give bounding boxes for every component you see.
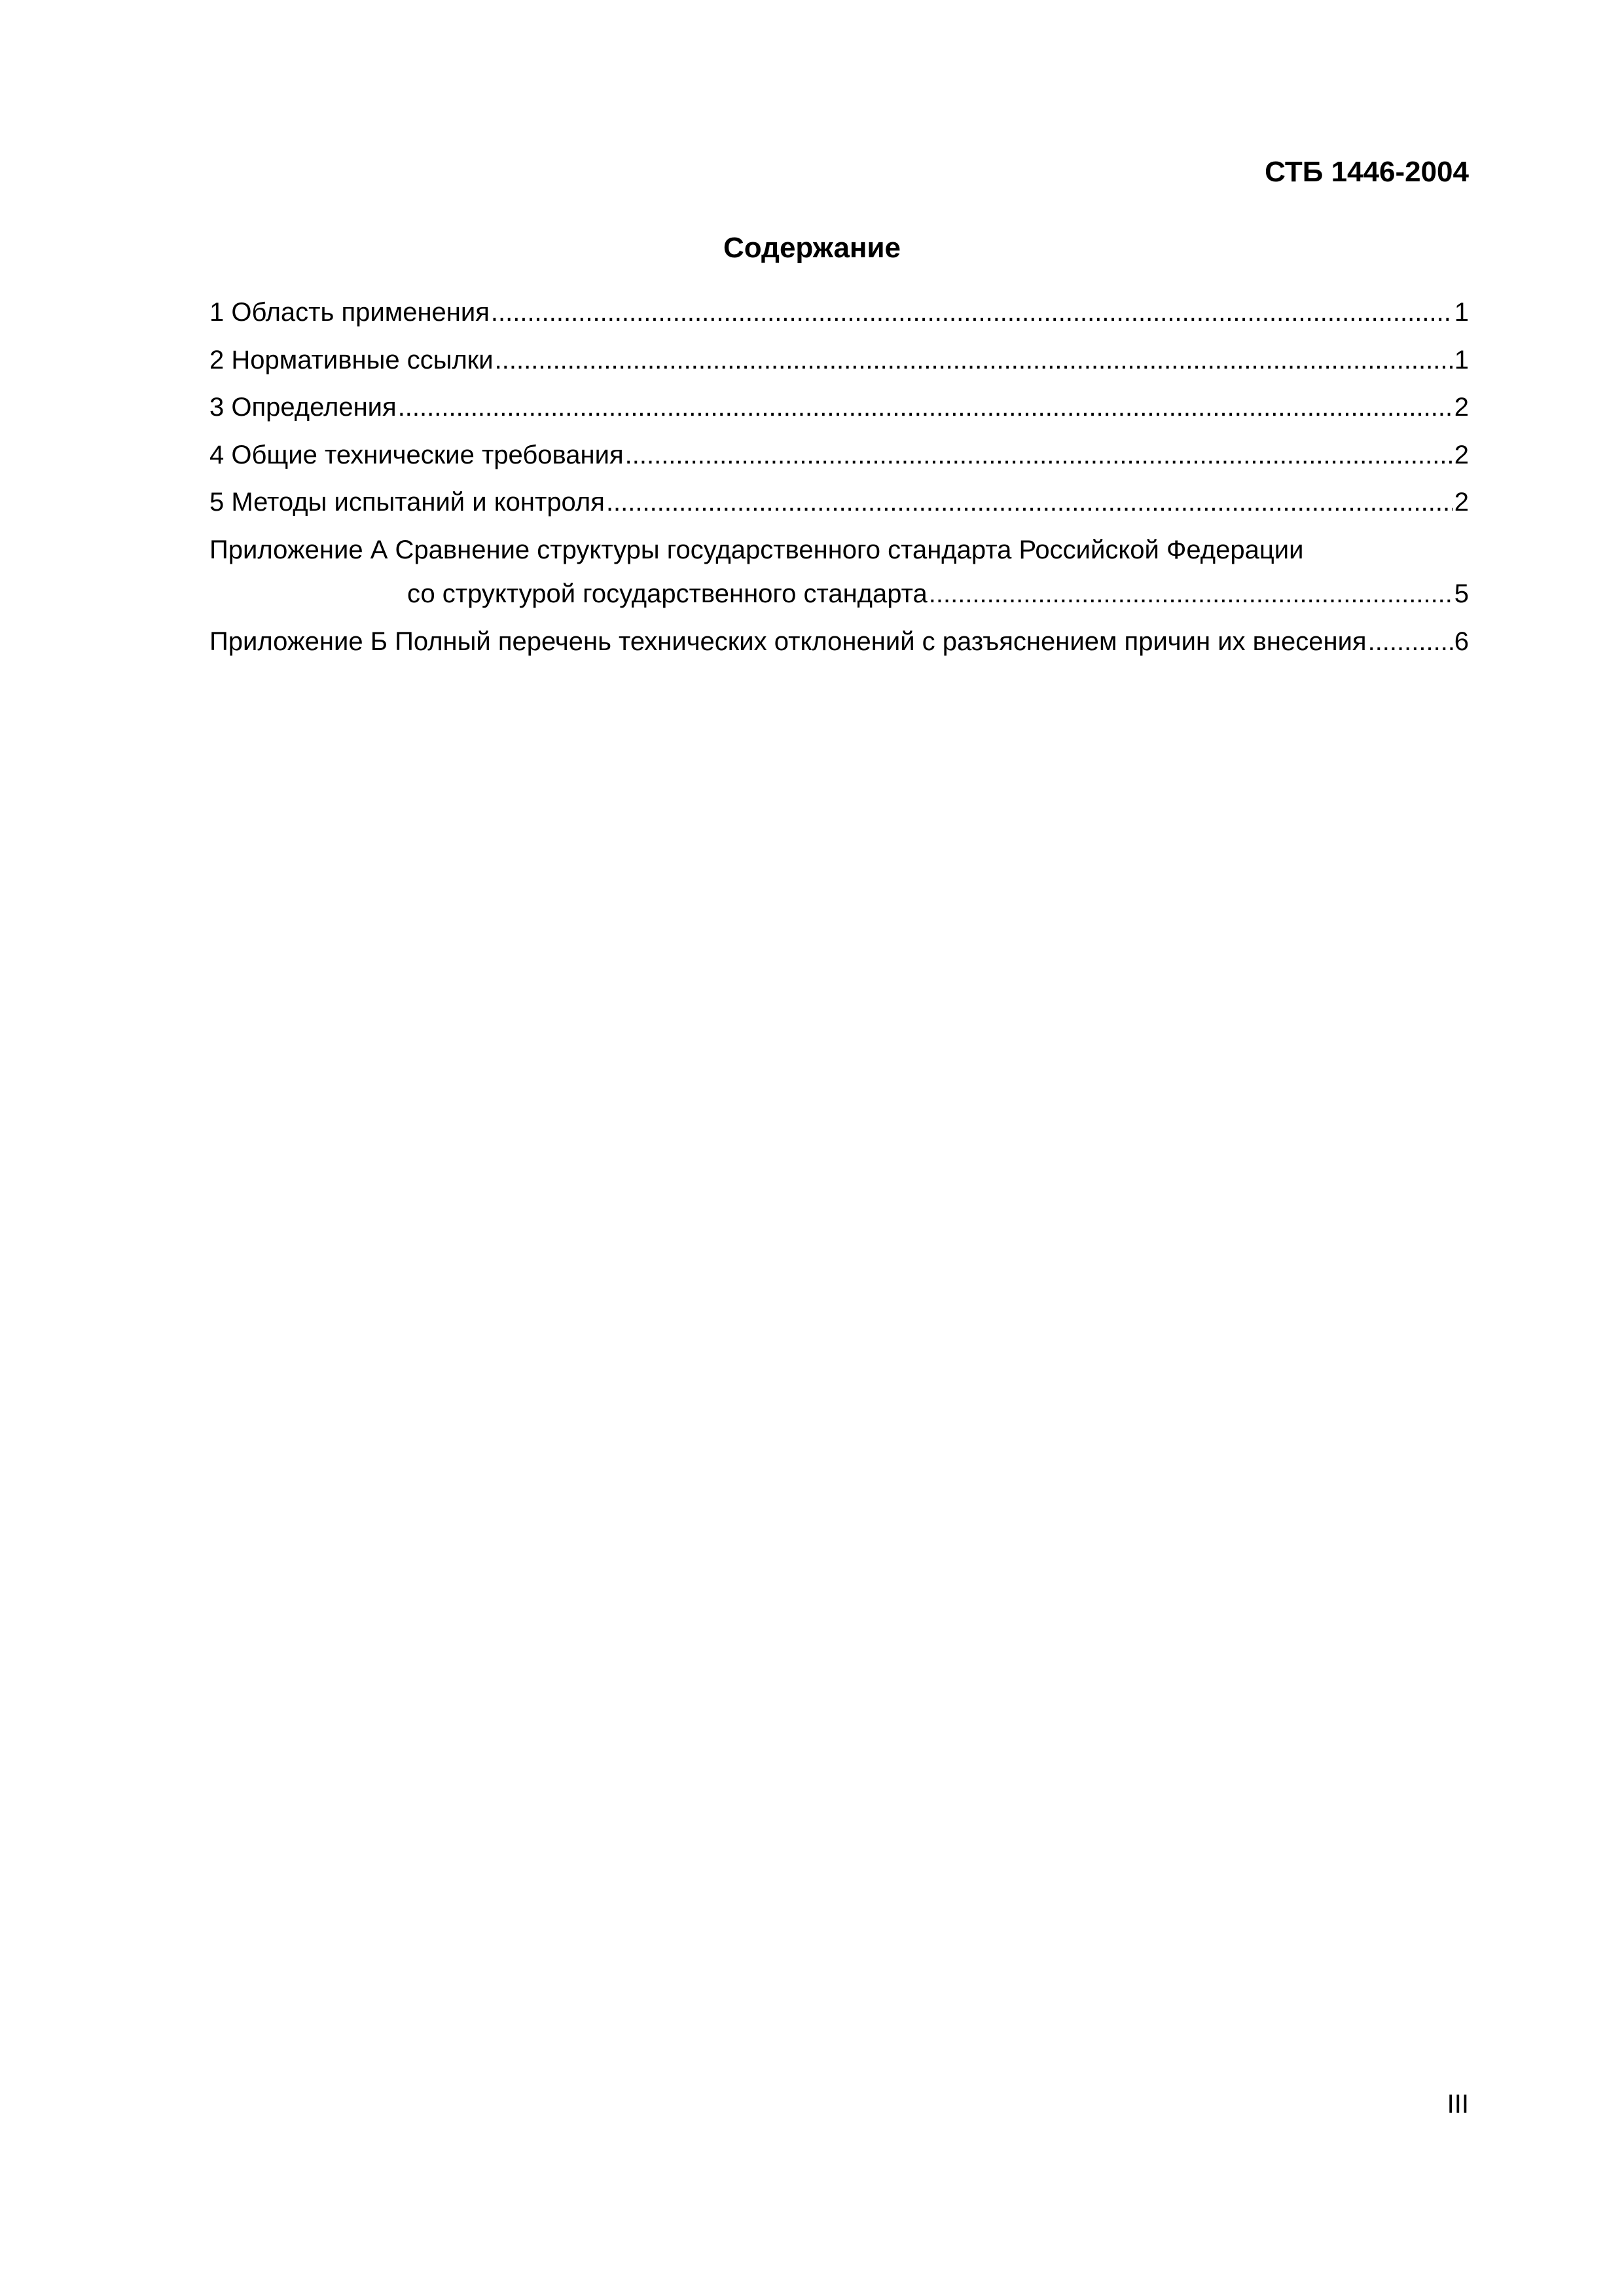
toc-item-continuation	[209, 579, 1469, 609]
toc-item-page: 1	[1454, 298, 1469, 327]
toc-item[interactable]	[209, 298, 1469, 346]
toc-item-label: Приложение А Сравнение структуры государственного стандарта Российской Федерации	[209, 535, 1304, 564]
toc-item-page: 2	[1454, 440, 1469, 469]
toc-item[interactable]	[209, 536, 1469, 627]
toc-item-label: Приложение Б Полный перечень технических отклонений с разъяснением причин их внесения	[209, 627, 1367, 656]
toc-item-page: 6	[1454, 627, 1469, 656]
toc-title: Содержание	[723, 232, 901, 264]
toc-item-label: 3 Определения	[209, 393, 397, 422]
toc-item[interactable]	[209, 393, 1469, 441]
toc-item-label: 5 Методы испытаний и контроля	[209, 488, 605, 517]
toc-item[interactable]	[209, 488, 1469, 536]
toc-leader-dots	[398, 393, 1453, 422]
toc-item-page: 2	[1454, 393, 1469, 422]
toc-item-label: 4 Общие технические требования	[209, 440, 624, 469]
toc-item[interactable]	[209, 441, 1469, 488]
toc-leader-dots	[1368, 627, 1453, 657]
toc-leader-dots	[625, 441, 1453, 470]
toc-item[interactable]	[209, 627, 1469, 675]
toc-item-page: 1	[1454, 345, 1469, 374]
toc-leader-dots	[495, 346, 1453, 375]
document-code: СТБ 1446-2004	[1265, 156, 1469, 188]
toc-item-label-continued: со структурой государственного стандарта	[407, 579, 928, 608]
toc-item-page: 5	[1454, 579, 1469, 608]
page-number: III	[1447, 2090, 1469, 2119]
toc-leader-dots	[491, 298, 1453, 327]
toc-item-page: 2	[1454, 488, 1469, 517]
table-of-contents	[209, 298, 1469, 674]
toc-item-label: 2 Нормативные ссылки	[209, 345, 494, 374]
toc-item[interactable]	[209, 346, 1469, 393]
toc-leader-dots	[929, 579, 1453, 609]
toc-leader-dots	[606, 488, 1453, 517]
toc-item-label: 1 Область применения	[209, 298, 490, 327]
